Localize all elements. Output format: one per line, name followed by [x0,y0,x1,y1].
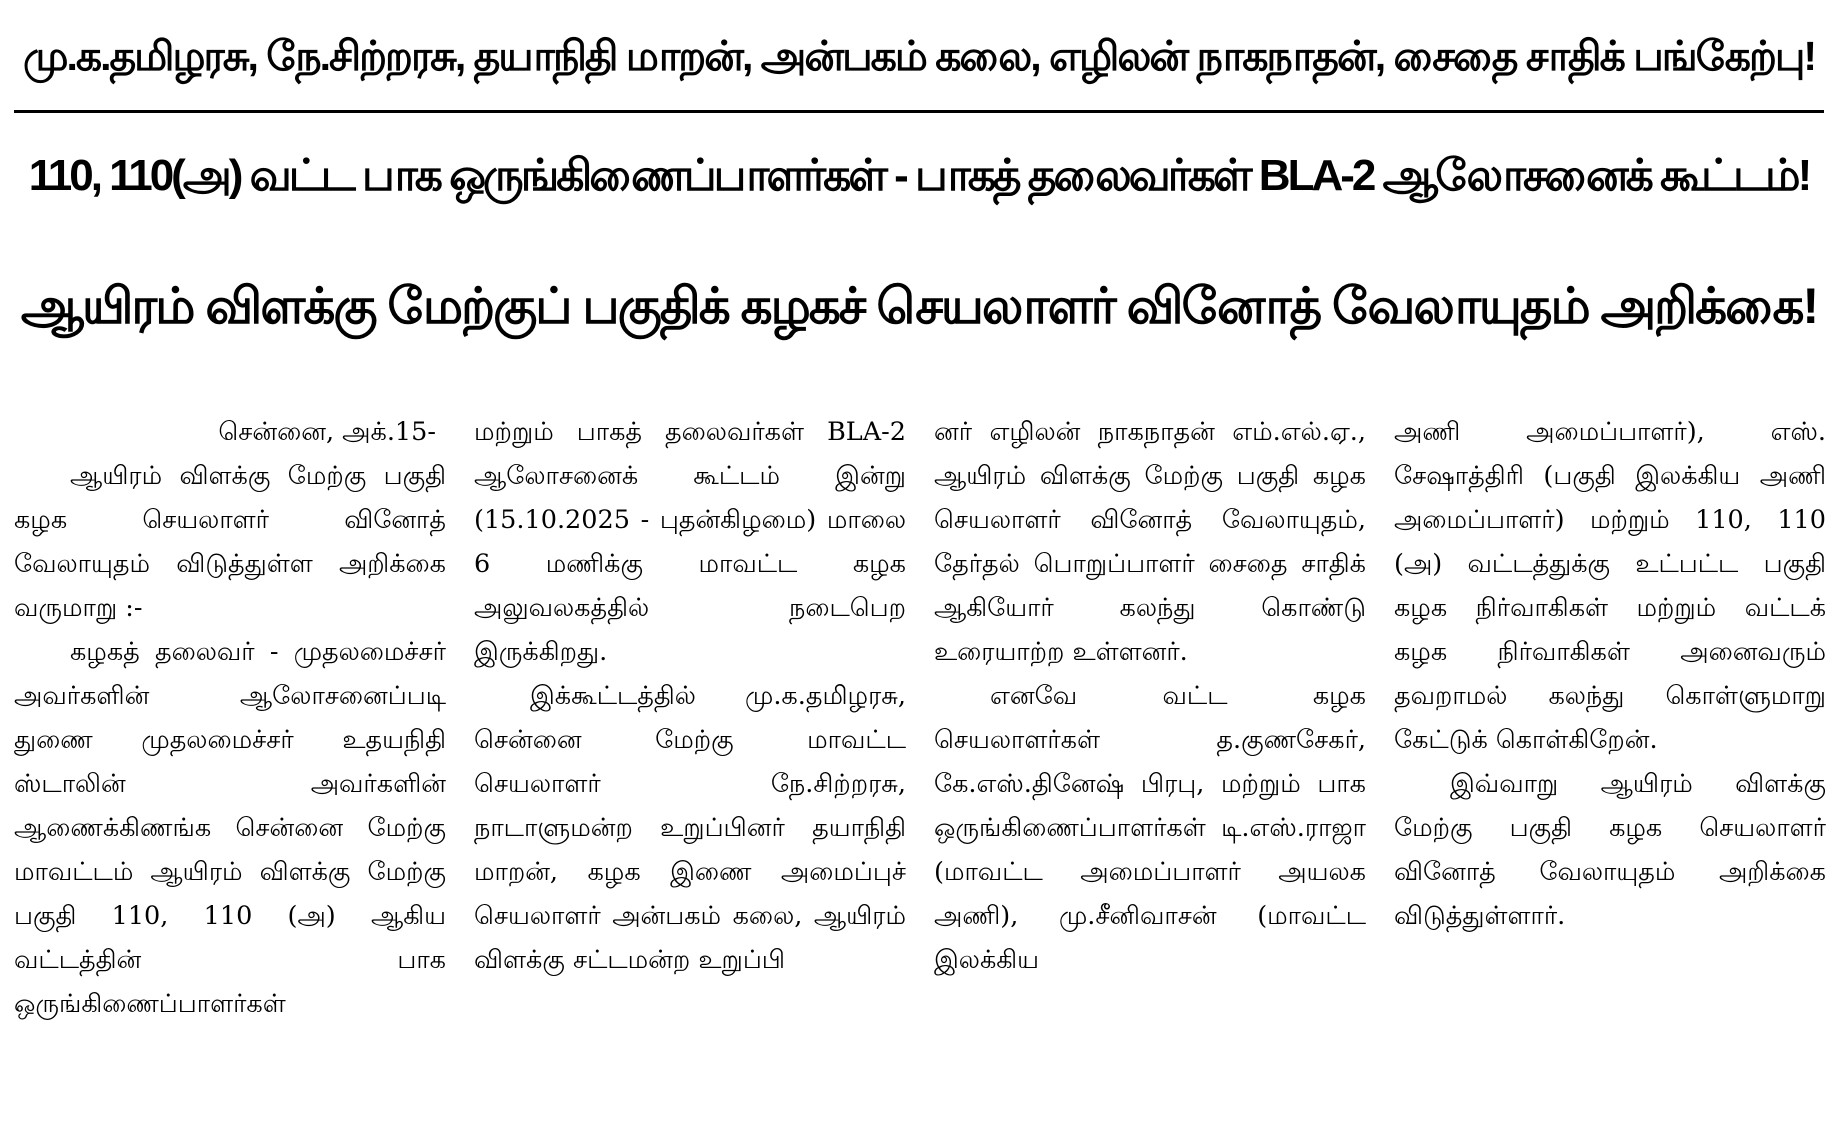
kicker-line: மு.க.தமிழரசு, நே.சிற்றரசு, தயாநிதி மாறன், அன்பகம் கலை, எழிலன் நாகநாதன், சைதை சாதிக் பங்கேற்பு! [22,33,1816,79]
paragraph: அணி அமைப்பாளர்), எஸ். சேஷாத்திரி (பகுதி இலக்கிய அணி அமைப்பாளர்) மற்றும் 110, 110 (அ) வட்டத்துக்கு உட்பட்ட பகுதி கழக நிர்வாகிகள் மற்றும் வட்டக் கழக நிர்வாகிகள் அனைவரும் தவறாமல் கலந்து கொள்ளுமாறு கேட்டுக் கொள்கிறேன். [1394,417,1826,755]
paragraph: எனவே வட்ட கழக செயலாளர்கள் த.குணசேகர், கே.எஸ்.தினேஷ் பிரபு, மற்றும் பாக ஒருங்கிணைப்பாளர்கள் டி.எஸ்.ராஜா (மாவட்ட அமைப்பாளர் அயலக அணி), மு.சீனிவாசன் (மாவட்ட இலக்கிய [934,681,1366,975]
subheadline: ஆயிரம் விளக்கு மேற்குப் பகுதிக் கழகச் செயலாளர் வினோத் வேலாயுதம் அறிக்கை! [20,278,1818,334]
paragraph: இவ்வாறு ஆயிரம் விளக்கு மேற்கு பகுதி கழக செயலாளர் வினோத் வேலாயுதம் அறிக்கை விடுத்துள்ளார். [1394,769,1826,931]
headline: 110, 110(அ) வட்ட பாக ஒருங்கிணைப்பாளர்கள் - பாகத் தலைவர்கள் BLA-2 ஆலோசனைக் கூட்டம்! [28,151,1810,200]
column-3 [934,410,1366,1110]
paragraph: னர் எழிலன் நாகநாதன் எம்.எல்.ஏ., ஆயிரம் விளக்கு மேற்கு பகுதி கழக செயலாளர் வினோத் வேலாயுதம், தேர்தல் பொறுப்பாளர் சைதை சாதிக் ஆகியோர் கலந்து கொண்டு உரையாற்ற உள்ளனர். [934,417,1366,667]
column-4 [1394,410,1826,1110]
dateline: சென்னை, அக்.15- [218,417,436,447]
paragraph: மற்றும் பாகத் தலைவர்கள் BLA-2 ஆலோசனைக் கூட்டம் இன்று (15.10.2025 - புதன்கிழமை) மாலை 6 மணிக்கு மாவட்ட கழக அலுவலகத்தில் நடைபெற இருக்கிறது. [474,417,906,667]
paragraph: ஆயிரம் விளக்கு மேற்கு பகுதி கழக செயலாளர் வினோத் வேலாயுதம் விடுத்துள்ள அறிக்கை வருமாறு :- [14,461,446,623]
header-divider [14,110,1824,113]
paragraph: கழகத் தலைவர் - முதலமைச்சர் அவர்களின் ஆலோசனைப்படி துணை முதலமைச்சர் உதயநிதி ஸ்டாலின் அவர்களின் ஆணைக்கிணங்க சென்னை மேற்கு மாவட்டம் ஆயிரம் விளக்கு மேற்கு பகுதி 110, 110 (அ) ஆகிய வட்டத்தின் பாக ஒருங்கிணைப்பாளர்கள் [14,637,446,1019]
column-2 [474,410,906,1110]
article-body [14,410,1826,1110]
paragraph: இக்கூட்டத்தில் மு.க.தமிழரசு, சென்னை மேற்கு மாவட்ட செயலாளர் நே.சிற்றரசு, நாடாளுமன்ற உறுப்பினர் தயாநிதி மாறன், கழக இணை அமைப்புச் செயலாளர் அன்பகம் கலை, ஆயிரம் விளக்கு சட்டமன்ற உறுப்பி [474,681,906,975]
column-1 [14,410,446,1110]
